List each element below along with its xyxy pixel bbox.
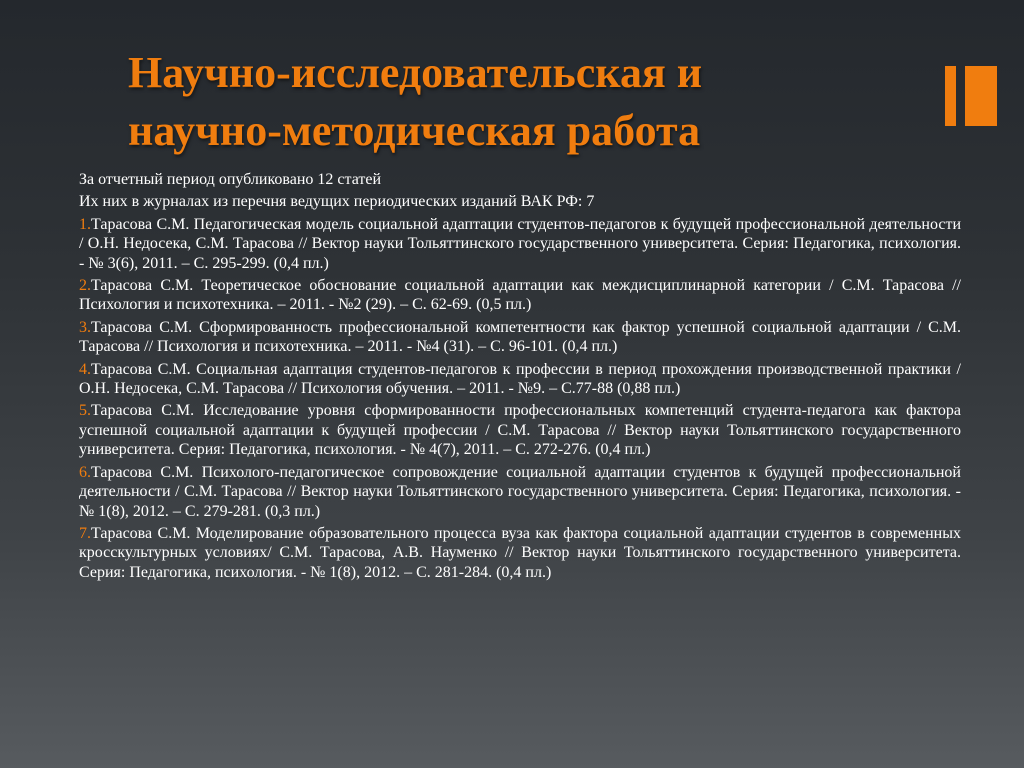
publication-number: 6.	[79, 463, 91, 481]
publication-item-3	[79, 318, 961, 357]
publication-item-2	[79, 276, 961, 315]
publication-number: 1.	[79, 215, 91, 233]
accent-bar-thin	[945, 66, 956, 126]
publication-item-5	[79, 401, 961, 459]
summary-published-count: За отчетный период опубликовано 12 статей	[79, 171, 382, 188]
publication-text: Тарасова С.М. Психолого-педагогическое сопровождение социальной адаптации студентов к будущей профессиональной деятельности / С.М. Тарасова // Вектор науки Тольяттинского государственного университета. Серия: Педагогика, психология. - № 1(8), 2012. – С. 279-281. (0,3 пл.)	[79, 463, 961, 520]
publication-number: 4.	[79, 360, 91, 378]
publication-text: Тарасова С.М. Педагогическая модель социальной адаптации студентов-педагогов к будущей профессиональной деятельности / О.Н. Недосека, С.М. Тарасова // Вектор науки Тольяттинского государственного университета. Серия: Педагогика, психология. - № 3(6), 2011. – С. 295-299. (0,4 пл.)	[79, 215, 961, 272]
publication-text: Тарасова С.М. Моделирование образовательного процесса вуза как фактора социальной адаптации студентов в современных кросскультурных условиях/ С.М. Тарасова, А.В. Науменко // Вектор науки Тольяттинского государственного университета. Серия: Педагогика, психология. - № 1(8), 2012. – С. 281-284. (0,4 пл.)	[79, 524, 961, 581]
publication-item-4	[79, 360, 961, 399]
publication-text: Тарасова С.М. Теоретическое обоснование социальной адаптации как междисциплинарной категории / С.М. Тарасова // Психология и психотехника. – 2011. - №2 (29). – С. 62-69. (0,5 пл.)	[79, 277, 961, 314]
publication-item-6	[79, 463, 961, 521]
slide-title-line-1: Научно-исследовательская и	[128, 48, 703, 97]
accent-bars-decoration	[945, 66, 997, 126]
slide-title-line-2: научно-методическая работа	[128, 106, 701, 155]
slide-title	[128, 44, 908, 160]
accent-bar-wide	[965, 66, 997, 126]
publication-item-7	[79, 524, 961, 582]
publication-number: 5.	[79, 402, 91, 420]
publication-number: 3.	[79, 318, 91, 336]
publication-item-1	[79, 215, 961, 273]
publication-number: 7.	[79, 524, 91, 542]
summary-vak-count: Их них в журналах из перечня ведущих периодических изданий ВАК РФ: 7	[79, 193, 595, 211]
publication-text: Тарасова С.М. Сформированность профессиональной компетентности как фактор успешной социальной адаптации / С.М. Тарасова // Психология и психотехника. – 2011. - №4 (31). – С. 96-101. (0,4 пл.)	[79, 318, 961, 356]
publication-number: 2.	[79, 277, 91, 295]
publication-text: Тарасова С.М. Исследование уровня сформированности профессиональных компетенций студента-педагога как фактора успешной социальной адаптации к будущей профессии / С.М. Тарасова // Вектор науки Тольяттинского государственного университета. Серия: Педагогика, психология. - № 4(7), 2011. – С. 272-276. (0,4 пл.)	[79, 402, 961, 459]
slide-body	[79, 170, 961, 585]
publication-text: Тарасова С.М. Социальная адаптация студентов-педагогов к профессии в период прохождения производственной практики / О.Н. Недосека, С.М. Тарасова // Психология обучения. – 2011. - №9. – С.77-88 (0,88 пл.)	[79, 360, 961, 398]
